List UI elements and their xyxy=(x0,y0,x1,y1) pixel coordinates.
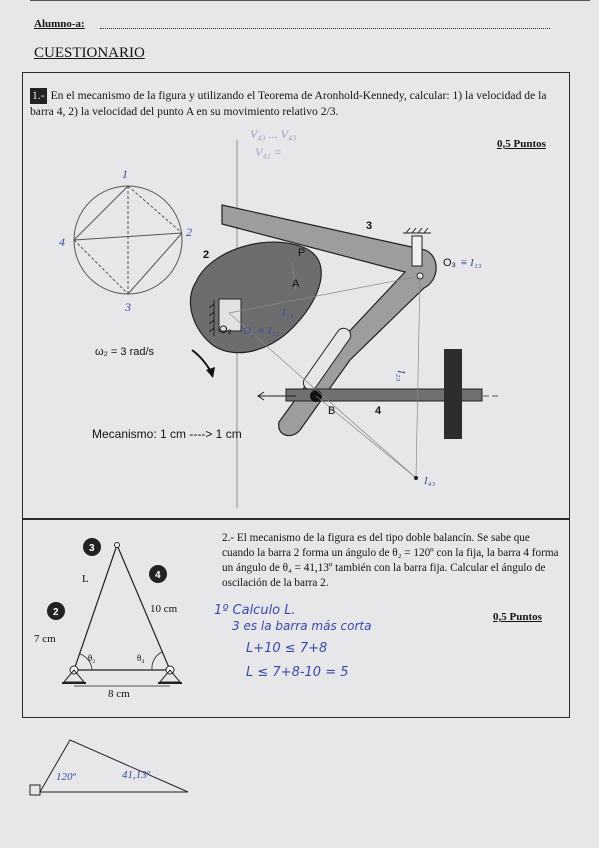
faded-handwriting-1: V₄₃ ... V₄₃ xyxy=(250,127,297,141)
label-7cm: 7 cm xyxy=(34,633,56,645)
bar-4-guide xyxy=(444,349,462,439)
label-8cm: 8 cm xyxy=(108,688,130,700)
circle-number-4: 4 xyxy=(59,235,65,249)
o3-hatch xyxy=(406,228,428,233)
circle-number-3: 3 xyxy=(125,300,131,314)
circle-number-2: 2 xyxy=(186,225,192,239)
label-point-p: P xyxy=(298,247,306,259)
label-point-a: A xyxy=(292,278,300,290)
bottom-angle-120: 120º xyxy=(56,771,76,783)
i43-point xyxy=(414,476,418,480)
badge-2: 2 xyxy=(53,607,59,618)
label-bar-4: 4 xyxy=(375,405,382,417)
handwriting-q2-line4: L ≤ 7+8-10 = 5 xyxy=(246,665,349,680)
ground-supports xyxy=(64,670,180,682)
student-name-label: Alumno-a: xyxy=(34,18,85,30)
badge-3: 3 xyxy=(89,543,95,554)
bottom-triangle-sketch xyxy=(30,740,188,795)
handwriting-o2-eq: O₂ ≡ I₁₂ xyxy=(243,325,280,337)
scale-label: Mecanismo: 1 cm ----> 1 cm xyxy=(92,427,242,441)
label-theta4: θ₄ xyxy=(137,653,145,663)
handwriting-i43: I₄₃ xyxy=(424,475,436,487)
omega-arrowhead xyxy=(206,367,215,378)
angle-theta4 xyxy=(152,652,162,670)
handwriting-q2-line3: L+10 ≤ 7+8 xyxy=(246,641,328,656)
bottom-angle-4113: 41,13º xyxy=(122,769,151,781)
omega-label: ω₂ = 3 rad/s xyxy=(95,346,155,358)
badge-4: 4 xyxy=(155,570,161,581)
faded-handwriting-2: V₄₁ = xyxy=(255,145,282,159)
label-o3: O₃ xyxy=(443,257,457,269)
handwriting-o3-eq: ≡ I₁₃ xyxy=(460,257,482,269)
joint-top xyxy=(115,543,120,548)
question-1-number: 1.- xyxy=(32,89,45,102)
o3-slider xyxy=(412,236,422,266)
label-10cm: 10 cm xyxy=(150,603,178,615)
label-bar-3: 3 xyxy=(366,220,373,232)
handwriting-i13: I₁₃ xyxy=(282,307,294,319)
handwriting-i23: I₂₃ xyxy=(395,370,407,382)
label-l: L xyxy=(82,573,89,585)
question-2-points: 0,5 Puntos xyxy=(493,611,542,623)
handwriting-q2-line1: 1º Calculo L. xyxy=(214,603,296,618)
question-1-points: 0,5 Puntos xyxy=(497,138,546,150)
label-theta2: θ₂ xyxy=(88,653,96,663)
instant-centers-circle xyxy=(74,186,182,294)
question-2-text: 2.- El mecanismo de la figura es del tipo doble balancín. Se sabe que cuando la barra 2 forma un ángulo de θ₂ = 120º con la fija, la barra 4 forma un ángulo de θ₄ = 41,13º también con la barra fija. Calcular el ángulo de oscilación de la barra 2. xyxy=(222,532,559,589)
label-o2: O₂ xyxy=(219,324,232,336)
question-1-statement: En el mecanismo de la figura y utilizando el Teorema de Aronhold-Kennedy, calcular: 1) la velocidad de la barra 4, 2) la velocidad del punto A en su movimiento relativo 2/3. xyxy=(30,89,547,118)
label-point-b: B xyxy=(328,405,336,417)
label-bar-2: 2 xyxy=(203,249,210,261)
handwriting-q2-line2: 3 es la barra más corta xyxy=(232,619,372,633)
section-title: CUESTIONARIO xyxy=(34,45,145,61)
circle-number-1: 1 xyxy=(122,167,128,181)
